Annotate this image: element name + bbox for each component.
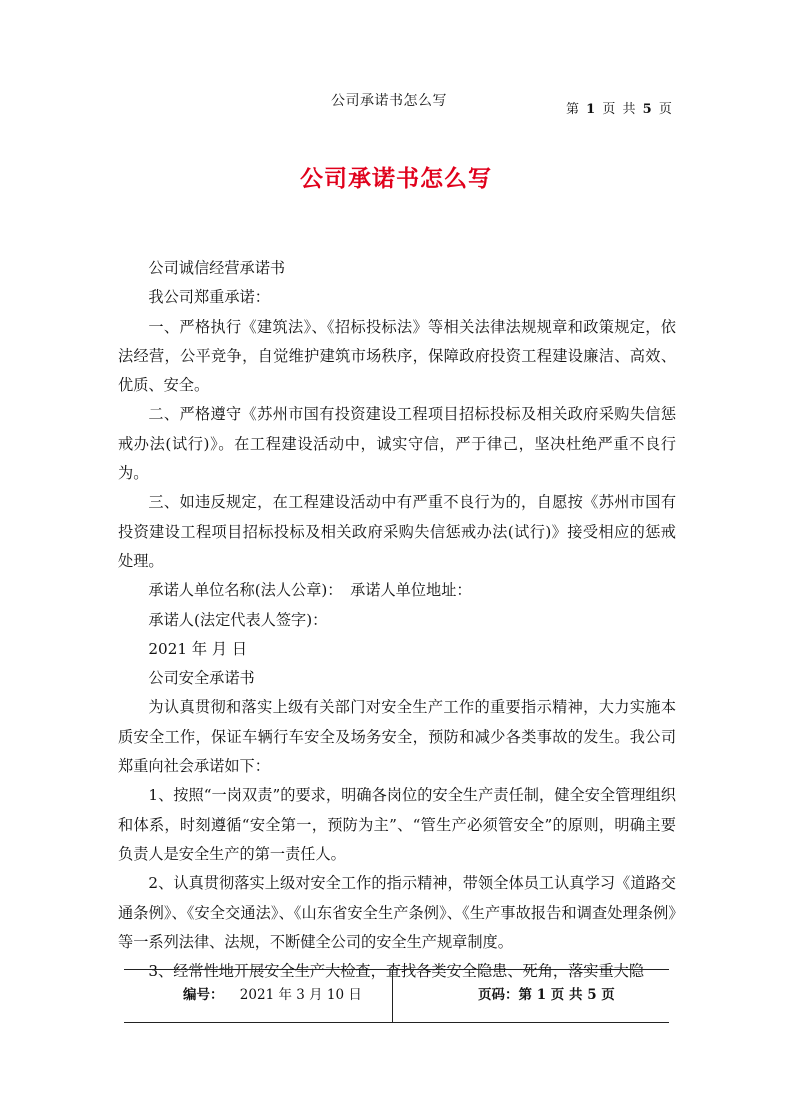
paragraph-safety-item-3: 3、经常性地开展安全生产大检查，查找各类安全隐患、死角，落实重大隐 — [148, 962, 645, 981]
header-page-current: 1 — [586, 102, 596, 117]
paragraph-integrity-heading: 公司诚信经营承诺书 — [148, 259, 286, 277]
footer-code — [183, 983, 362, 1003]
paragraph-signer-unit: 承诺人单位名称(法人公章)： 承诺人单位地址： — [148, 581, 472, 600]
paragraph-clause-2: 二、严格遵守《苏州市国有投资建设工程项目招标投标及相关政府采购失信惩戒办法(试行)》。在工程建设活动中，诚实守信，严于律己，坚决杜绝严重不良行为。 — [118, 405, 676, 483]
document-title: 公司承诺书怎么写 — [300, 165, 492, 192]
header-page-mid: 页 共 — [602, 102, 636, 117]
footer-page-info: 页码：第 1 页 共 5 页 — [478, 987, 615, 1003]
paragraph-safety-heading: 公司安全承诺书 — [148, 669, 255, 688]
paragraph-safety-item-1: 1、按照“一岗双责”的要求，明确各岗位的安全生产责任制，健全安全管理组织和体系，时刻遵循“安全第一，预防为主”、“管生产必须管安全”的原则，明确主要负责人是安全生产的第一责任人。 — [118, 786, 676, 863]
footer-code-value: 2021 年 3 月 10 日 — [239, 987, 362, 1003]
footer-divider — [392, 969, 393, 1022]
paragraph-clause-3: 三、如违反规定，在工程建设活动中有严重不良行为的，自愿按《苏州市国有投资建设工程项目招标投标及相关政府采购失信惩戒办法(试行)》接受相应的惩戒处理。 — [118, 493, 676, 570]
header-title: 公司承诺书怎么写 — [331, 93, 447, 109]
paragraph-signer-person: 承诺人(法定代表人签字)： — [148, 610, 328, 629]
header-page-total: 5 — [642, 102, 652, 117]
header-page-suffix: 页 — [658, 102, 672, 117]
footer-bottom-rule — [124, 1022, 669, 1023]
paragraph-date: 2021 年 月 日 — [148, 639, 248, 658]
document-body — [118, 254, 676, 986]
footer-code-label: 编号： — [183, 987, 224, 1003]
paragraph-safety-intro: 为认真贯彻和落实上级有关部门对安全生产工作的重要指示精神，大力实施本质安全工作，保证车辆行车安全及场务安全，预防和减少各类事故的发生。我公司郑重向社会承诺如下： — [118, 698, 676, 776]
header-page-number — [566, 98, 672, 117]
paragraph-solemn-promise: 我公司郑重承诺： — [148, 288, 270, 307]
footer-top-rule — [124, 969, 669, 970]
header-page-prefix: 第 — [566, 102, 580, 117]
paragraph-safety-item-2: 2、认真贯彻落实上级对安全工作的指示精神，带领全体员工认真学习《道路交通条例》、《安全交通法》、《山东省安全生产条例》、《生产事故报告和调查处理条例》等一系列法律、法规，不断健全公司的安全生产规章制度。 — [118, 874, 676, 951]
paragraph-clause-1: 一、严格执行《建筑法》、《招标投标法》等相关法律法规规章和政策规定，依法经营，公平竞争，自觉维护建筑市场秩序，保障政府投资工程建设廉洁、高效、优质、安全。 — [118, 317, 676, 395]
